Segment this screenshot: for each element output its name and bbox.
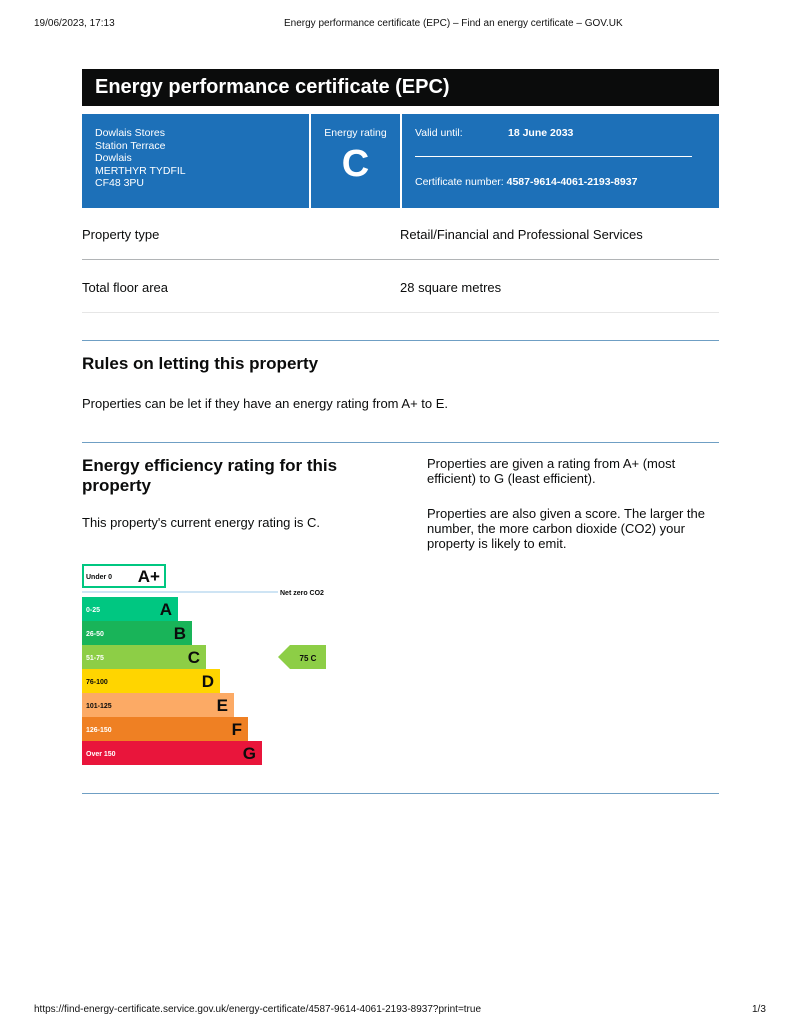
- row-divider: [82, 259, 719, 260]
- summary-rule: [415, 156, 692, 157]
- energy-rating-letter: C: [341, 143, 370, 185]
- band-range-b: 26-50: [86, 631, 104, 638]
- row-divider: [82, 312, 719, 313]
- print-date: 19/06/2023, 17:13: [34, 18, 115, 29]
- energy-rating-cell: [311, 114, 400, 208]
- print-url: https://find-energy-certificate.service.gov.uk/energy-certificate/4587-9614-4061-2193-8937?print=true: [34, 1004, 482, 1015]
- valid-until-value: 18 June 2033: [508, 127, 574, 139]
- band-range-g: Over 150: [86, 751, 116, 758]
- property-address: [82, 114, 309, 208]
- current-rating-label: 75 C: [299, 654, 317, 663]
- address-line: Dowlais Stores: [95, 127, 166, 139]
- address-line: MERTHYR TYDFIL: [95, 164, 186, 177]
- section-divider: [82, 340, 719, 341]
- band-letter-c: C: [187, 648, 200, 667]
- band-range-a-plus: Under 0: [86, 574, 113, 581]
- rating-info-text: Properties are given a rating from A+ (most efficient) to G (least efficient).: [427, 456, 676, 486]
- energy-rating-chart: [80, 560, 340, 770]
- address-line: Station Terrace: [95, 139, 166, 152]
- floor-area-value: 28 square metres: [400, 280, 502, 295]
- print-page-title: Energy performance certificate (EPC) – Find an energy certificate – GOV.UK: [284, 18, 623, 29]
- band-range-a: 0-25: [86, 607, 101, 614]
- band-letter-b: B: [173, 624, 186, 643]
- address-line: CF48 3PU: [95, 177, 145, 189]
- band-range-e: 101-125: [86, 703, 112, 710]
- band-letter-e: E: [216, 696, 228, 715]
- property-type-value: Retail/Financial and Professional Services: [400, 227, 643, 242]
- certificate-summary: [82, 114, 719, 208]
- address-line: Dowlais: [95, 152, 132, 164]
- efficiency-heading: Energy efficiency rating for this property: [82, 456, 338, 495]
- band-range-d: 76-100: [86, 679, 108, 686]
- certificate-number: [415, 176, 637, 188]
- property-type-label: Property type: [82, 227, 160, 242]
- band-letter-g: G: [242, 744, 256, 763]
- section-divider: [82, 793, 719, 794]
- certificate-number-value: 4587-9614-4061-2193-8937: [506, 176, 638, 188]
- band-range-f: 126-150: [86, 727, 112, 734]
- section-divider: [82, 442, 719, 443]
- net-zero-label: Net zero CO2: [280, 590, 324, 597]
- letting-rules-text: Properties can be let if they have an energy rating from A+ to E.: [82, 396, 449, 411]
- current-rating-text: This property's current energy rating is C.: [82, 515, 321, 530]
- band-letter-a-plus: A+: [137, 567, 160, 586]
- letting-rules-heading: Rules on letting this property: [82, 354, 319, 373]
- band-letter-f: F: [231, 720, 242, 739]
- valid-until-label: Valid until:: [415, 127, 463, 139]
- energy-rating-label: Energy rating: [324, 127, 387, 139]
- certificate-title: Energy performance certificate (EPC): [82, 69, 719, 106]
- summary-divider: [400, 114, 402, 208]
- floor-area-label: Total floor area: [82, 280, 168, 295]
- print-page-number: 1/3: [752, 1004, 766, 1015]
- certificate-number-label: Certificate number:: [415, 176, 504, 188]
- band-letter-d: D: [201, 672, 214, 691]
- band-letter-a: A: [159, 600, 172, 619]
- band-range-c: 51-75: [86, 655, 104, 662]
- score-info-text: Properties are also given a score. The larger the number, the more carbon dioxide (CO2) your property is likely to emit.: [427, 506, 705, 551]
